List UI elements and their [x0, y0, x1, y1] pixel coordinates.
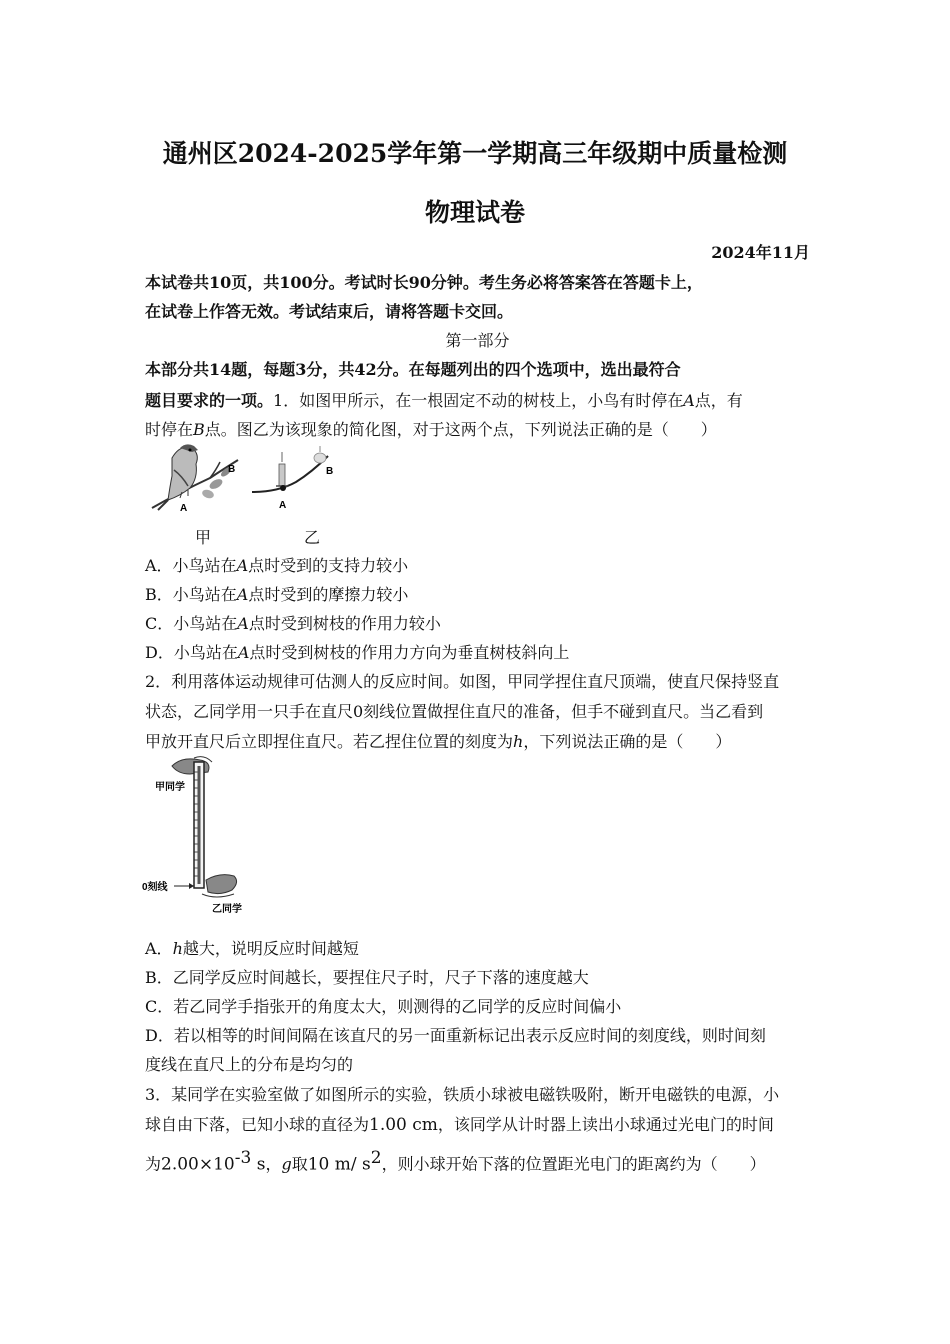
ruler-figure	[142, 752, 254, 920]
q3-var-g: g	[281, 1154, 292, 1174]
q1-option-d	[145, 640, 810, 663]
notice-line-1: 本试卷共10页，共100分。考试时长90分钟。考生务必将答案答在答题卡上，	[145, 273, 703, 292]
q3-time-exp: -3	[234, 1148, 252, 1168]
q3-g-exp: 2	[370, 1148, 382, 1168]
q2-option-c: C．若乙同学手指张开的角度太大，则测得的乙同学的反应时间偏小	[145, 997, 622, 1016]
q2-option-a-var: h	[172, 939, 183, 958]
q1-text-2b: 点。图乙为该现象的简化图，对于这两个点，下列说法正确的是（ ）	[204, 420, 717, 439]
part-heading: 第一部分	[445, 331, 510, 350]
q1-option-a-key: A．小鸟站在	[145, 556, 237, 575]
q3-text-2a: 球自由下落，已知小球的直径为	[145, 1115, 370, 1134]
exam-subtitle: 物理试卷	[424, 198, 525, 227]
q2-line-3	[145, 729, 810, 752]
q3-text-3a: 为	[145, 1154, 162, 1174]
branch-figure-yi	[248, 446, 340, 512]
q3-line-3	[145, 1148, 810, 1174]
q1-option-b	[145, 582, 810, 605]
q3-text-3d: ，则小球开始下落的位置距光电门的距离约为（ ）	[381, 1154, 766, 1174]
q3-text-3b: ，	[265, 1154, 282, 1174]
exam-date: 2024年11月	[711, 243, 810, 262]
q3-diameter: 1.00 cm	[369, 1115, 438, 1135]
q1-line-2	[145, 417, 810, 440]
yi-label-a: A	[279, 500, 287, 511]
q1-option-d-text: 点时受到树枝的作用力方向为垂直树枝斜向上	[249, 643, 570, 662]
q2-option-d-2: 度线在直尺上的分布是均匀的	[145, 1055, 354, 1074]
q3-line-2	[145, 1112, 810, 1135]
q1-option-b-text: 点时受到的摩擦力较小	[248, 585, 409, 604]
exam-title: 通州区2024-2025学年第一学期高三年级期中质量检测	[162, 139, 788, 168]
jia-label-b: B	[228, 464, 236, 475]
q1-text-1-end: 点，有	[694, 391, 743, 410]
q1-text-2a: 时停在	[145, 420, 194, 439]
section-line-2: 题目要求的一项。	[145, 391, 274, 410]
q2-option-a-key: A．	[145, 939, 173, 958]
q1-option-c-var: A	[237, 614, 249, 633]
q1-line-1	[145, 388, 810, 411]
caption-jia: 甲	[195, 528, 212, 547]
q1-option-c-text: 点时受到树枝的作用力较小	[248, 614, 441, 633]
caption-yi: 乙	[304, 528, 321, 547]
q3-time: 2.00×10	[161, 1154, 235, 1175]
q1-option-d-key: D．小鸟站在	[145, 643, 238, 662]
label-zero-line: 0刻线	[142, 882, 168, 893]
q2-option-a	[145, 936, 810, 959]
q1-option-a	[145, 553, 810, 576]
q2-var-h: h	[513, 732, 524, 751]
label-jia-student: 甲同学	[155, 782, 185, 793]
q2-line-2: 状态，乙同学用一只手在直尺0刻线位置做捏住直尺的准备，但手不碰到直尺。当乙看到	[145, 702, 764, 721]
q1-option-c	[145, 611, 810, 634]
q3-text-3c: 取	[291, 1154, 308, 1174]
q1-option-a-var: A	[236, 556, 249, 575]
q3-time-unit: s	[251, 1154, 266, 1175]
bird-figure-jia	[150, 440, 242, 512]
q2-option-a-text: 越大，说明反应时间越短	[182, 939, 359, 958]
q1-option-c-key: C．小鸟站在	[145, 614, 238, 633]
notice-line-2: 在试卷上作答无效。考试结束后，请将答题卡交回。	[145, 302, 514, 321]
q2-option-d-1: D．若以相等的时间间隔在该直尺的另一面重新标记出表示反应时间的刻度线，则时间刻	[145, 1026, 766, 1045]
q1-point-a: A	[683, 391, 695, 410]
q3-line-1: 3．某同学在实验室做了如图所示的实验，铁质小球被电磁铁吸附，断开电磁铁的电源，小	[145, 1085, 780, 1104]
section-line-1: 本部分共14题，每题3分，共42分。在每题列出的四个选项中，选出最符合	[145, 360, 681, 379]
q2-text-3b: ，下列说法正确的是（ ）	[523, 732, 732, 751]
q1-point-b: B	[193, 420, 205, 439]
q1-option-d-var: A	[237, 643, 250, 662]
q1-option-a-text: 点时受到的支持力较小	[248, 556, 409, 575]
q3-g-value: 10 m/ s	[307, 1154, 371, 1175]
q2-line-1: 2．利用落体运动规律可估测人的反应时间。如图，甲同学捏住直尺顶端，使直尺保持竖直	[145, 672, 780, 691]
q1-option-b-key: B．小鸟站在	[145, 585, 237, 604]
q1-option-b-var: A	[236, 585, 249, 604]
yi-label-b: B	[326, 466, 334, 477]
q1-text-1: 1．如图甲所示，在一根固定不动的树枝上，小鸟有时停在	[273, 391, 684, 410]
jia-label-a: A	[180, 503, 188, 512]
q2-text-3a: 甲放开直尺后立即捏住直尺。若乙捏住位置的刻度为	[145, 732, 514, 751]
q3-text-2b: ，该同学从计时器上读出小球通过光电门的时间	[437, 1115, 774, 1134]
label-yi-student: 乙同学	[212, 904, 242, 915]
q2-option-b: B．乙同学反应时间越长，要捏住尺子时，尺子下落的速度越大	[145, 968, 589, 987]
